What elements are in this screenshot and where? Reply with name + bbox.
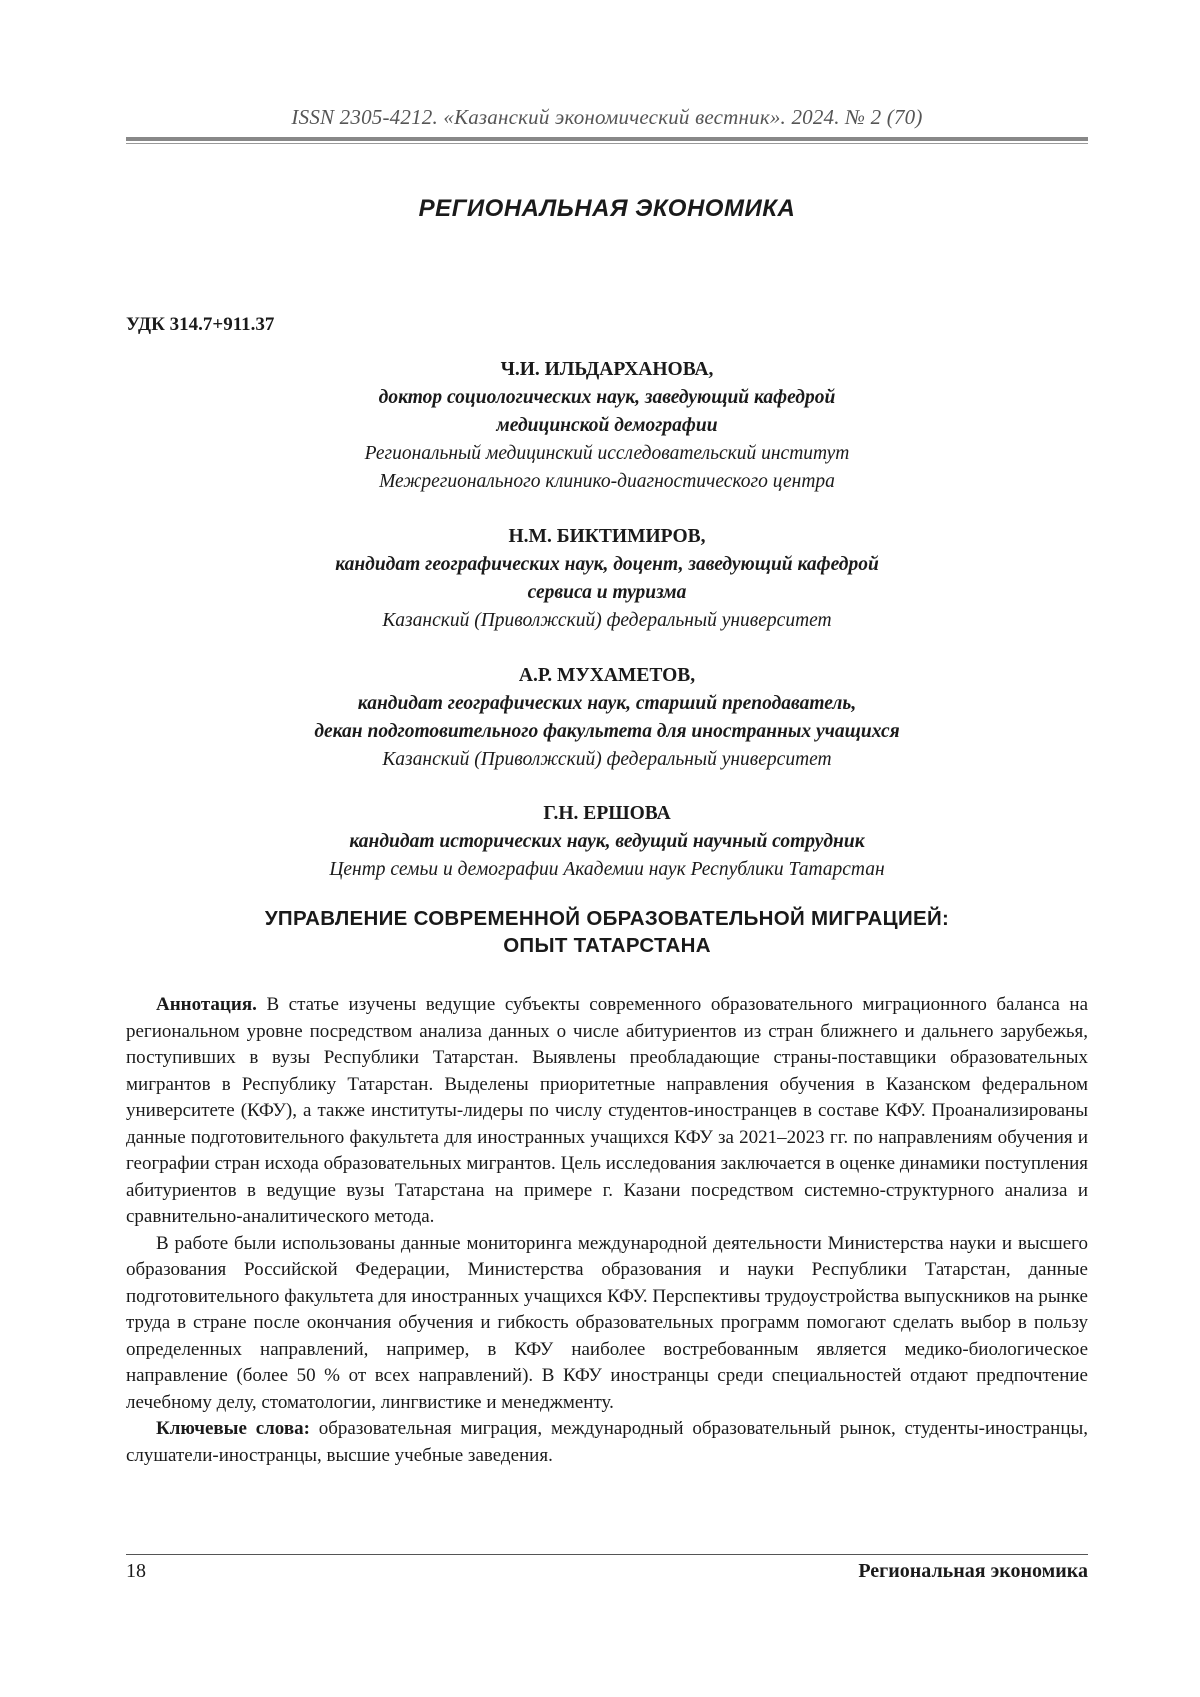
running-head: ISSN 2305-4212. «Казанский экономический вестник». 2024. № 2 (70) — [291, 105, 923, 129]
author-block — [126, 523, 1088, 635]
author-position: медицинской демографии — [496, 415, 718, 436]
author-position: кандидат географических наук, старший преподаватель, — [357, 693, 857, 714]
author-name: Ч.И. ИЛЬДАРХАНОВА, — [500, 359, 714, 380]
keywords-text: образовательная миграция, международный образовательный рынок, студенты-иностранцы, слушатели-иностранцы, высшие учебные заведения. — [126, 1418, 1089, 1466]
author-affiliation: Центр семьи и демографии Академии наук Республики Татарстан — [329, 859, 885, 880]
abstract-paragraph — [126, 992, 1088, 1231]
author-affiliation: Казанский (Приволжский) федеральный университет — [382, 610, 832, 631]
footer-section-title: Региональная экономика — [858, 1560, 1088, 1582]
abstract-label: Аннотация. — [156, 994, 257, 1015]
author-position: кандидат географических наук, доцент, заведующий кафедрой — [335, 554, 879, 575]
author-position: кандидат исторических наук, ведущий научный сотрудник — [349, 831, 865, 852]
footer-rule — [126, 1554, 1088, 1555]
page-number: 18 — [126, 1560, 146, 1582]
article-title-line: УПРАВЛЕНИЕ СОВРЕМЕННОЙ ОБРАЗОВАТЕЛЬНОЙ МИГРАЦИЕЙ: — [264, 907, 950, 930]
author-name: А.Р. МУХАМЕТОВ, — [518, 665, 696, 686]
article-title-line: ОПЫТ ТАТАРСТАНА — [503, 934, 711, 957]
author-block — [126, 356, 1088, 496]
author-name: Н.М. БИКТИМИРОВ, — [508, 526, 706, 547]
keywords-label: Ключевые слова: — [156, 1418, 310, 1439]
author-block — [126, 662, 1088, 774]
author-position: сервиса и туризма — [527, 582, 687, 603]
author-position: декан подготовительного факультета для иностранных учащихся — [314, 721, 900, 742]
author-affiliation: Межрегионального клинико-диагностического центра — [379, 471, 835, 492]
abstract-text: В работе были использованы данные мониторинга международной деятельности Министерства науки и высшего образования Российской Федерации, Министерства образования и науки Республики Татарстан, данные подготовительного факультета для иностранных учащихся КФУ. Перспективы трудоустройства выпускников на рынке труда в стране после окончания обучения и гибкость образовательных программ помогают сделать выбор в пользу определенных направлений, например, в КФУ наиболее востребованным является медико-биологическое направление (более 50 % от всех направлений). В КФУ иностранцы среди специальностей отдают предпочтение лечебному делу, стоматологии, лингвистике и менеджменту. — [126, 1232, 1088, 1413]
section-title: РЕГИОНАЛЬНАЯ ЭКОНОМИКА — [418, 195, 796, 222]
header-rule-thick — [126, 137, 1088, 141]
author-affiliation: Казанский (Приволжский) федеральный университет — [382, 749, 832, 770]
abstract-text: В статье изучены ведущие субъекты современного образовательного миграционного баланса на региональном уровне посредством анализа данных о числе абитуриентов из стран ближнего и дальнего зарубежья, поступивших в вузы Республики Татарстан. Выявлены преобладающие страны-поставщики образовательных мигрантов в Республику Татарстан. Выделены приоритетные направления обучения в Казанском федеральном университете (КФУ), а также институты-лидеры по числу студентов-иностранцев в составе КФУ. Проанализированы данные подготовительного факультета для иностранных учащихся КФУ за 2021–2023 гг. по направлениям обучения и географии стран исхода образовательных мигрантов. Цель исследования заключается в оценке динамики поступления абитуриентов в ведущие вузы Татарстана на примере г. Казани посредством системно-структурного анализа и сравнительно-аналитического метода. — [126, 994, 1089, 1227]
article-title — [126, 905, 1088, 959]
udk-code: УДК 314.7+911.37 — [126, 314, 275, 335]
header-rule-thin — [126, 143, 1088, 144]
author-position: доктор социологических наук, заведующий кафедрой — [378, 387, 836, 408]
author-affiliation: Региональный медицинский исследовательский институт — [364, 443, 850, 464]
author-block — [126, 800, 1088, 884]
abstract — [126, 992, 1088, 1469]
abstract-paragraph — [126, 1231, 1088, 1417]
author-name: Г.Н. ЕРШОВА — [543, 803, 671, 824]
keywords-paragraph — [126, 1416, 1088, 1469]
